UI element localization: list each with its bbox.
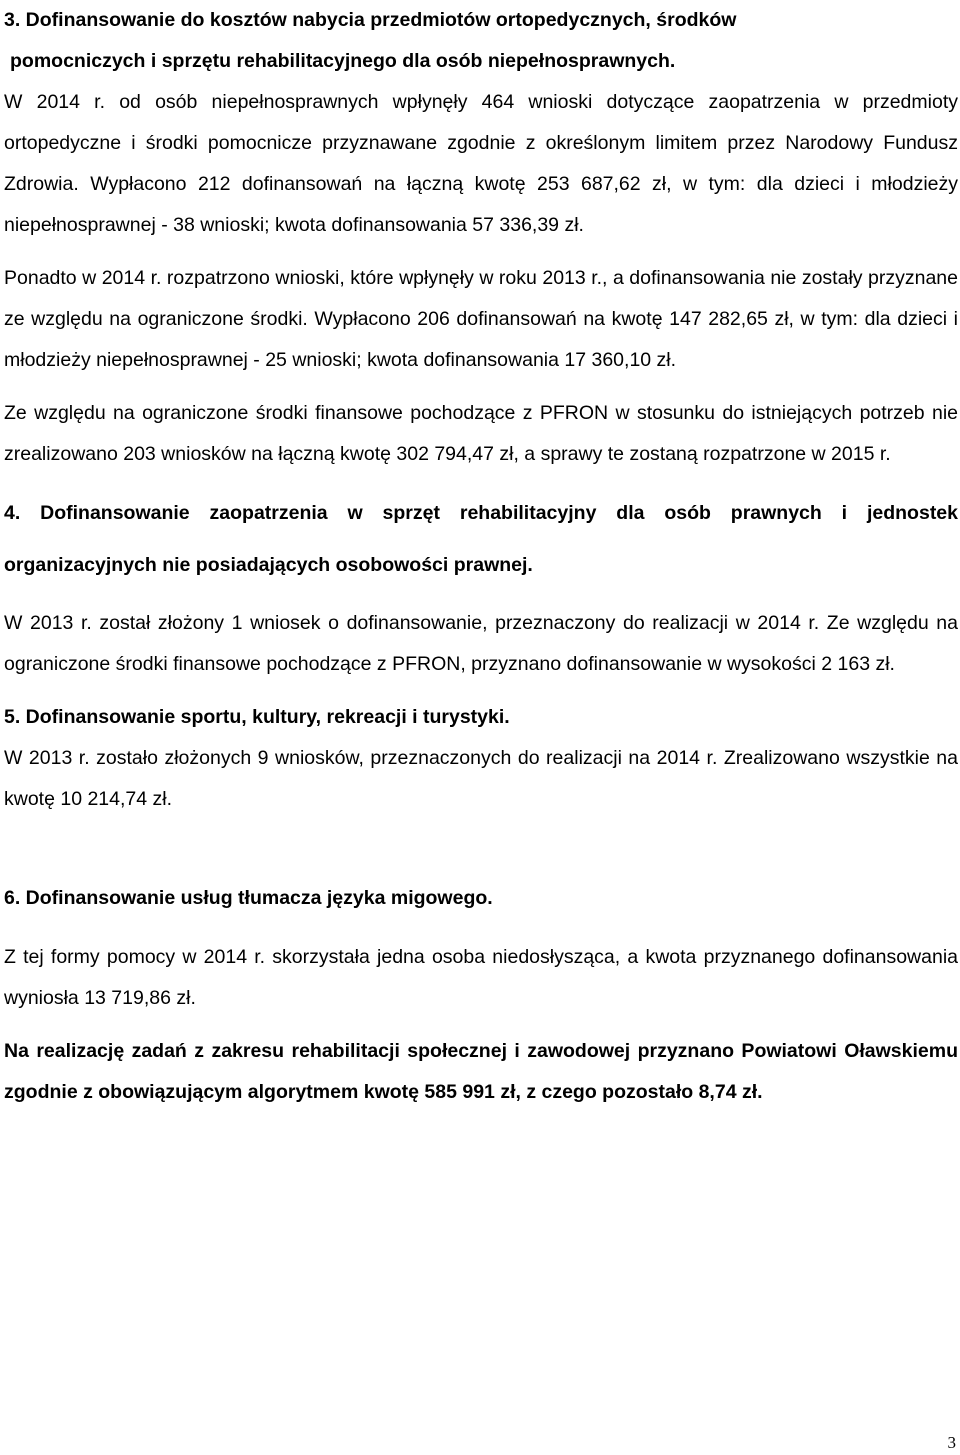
section-3-paragraph-3: Ze względu na ograniczone środki finansowe pochodzące z PFRON w stosunku do istniejących potrzeb nie zrealizowano 203 wniosków na łączną kwotę 302 794,47 zł, a sprawy te zostaną rozpatrzone w 2015 r. <box>4 402 958 465</box>
section-5-heading: 5. Dofinansowanie sportu, kultury, rekreacji i turystyki. <box>4 706 510 728</box>
page-number: 3 <box>947 1433 956 1452</box>
section-4-heading: 4. Dofinansowanie zaopatrzenia w sprzęt rehabilitacyjny dla osób prawnych i jednostek organizacyjnych nie posiadających osobowości prawnej. <box>4 502 958 576</box>
document-page <box>4 0 958 1113</box>
section-3-heading-line-1: 3. Dofinansowanie do kosztów nabycia przedmiotów ortopedycznych, środków <box>4 9 737 31</box>
section-6-heading: 6. Dofinansowanie usług tłumacza języka migowego. <box>4 887 493 909</box>
section-6-paragraph-1: Z tej formy pomocy w 2014 r. skorzystała jedna osoba niedosłysząca, a kwota przyznanego dofinansowania wyniosła 13 719,86 zł. <box>4 946 958 1009</box>
section-3-paragraph-2: Ponadto w 2014 r. rozpatrzono wnioski, które wpłynęły w roku 2013 r., a dofinansowania nie zostały przyznane ze względu na ograniczone środki. Wypłacono 206 dofinansowań na kwotę 147 282,65 zł, w tym: dla dzieci i młodzieży niepełnosprawnej - 25 wnioski; kwota dofinansowania 17 360,10 zł. <box>4 267 958 371</box>
section-4-paragraph-1: W 2013 r. został złożony 1 wniosek o dofinansowanie, przeznaczony do realizacji w 2014 r. Ze względu na ograniczone środki finansowe pochodzące z PFRON, przyznano dofinansowanie w wysokości 2 163 zł. <box>4 612 958 675</box>
section-5-paragraph-1: W 2013 r. zostało złożonych 9 wniosków, przeznaczonych do realizacji na 2014 r. Zrealizowano wszystkie na kwotę 10 214,74 zł. <box>4 747 958 810</box>
section-3-paragraph-1: W 2014 r. od osób niepełnosprawnych wpłynęły 464 wnioski dotyczące zaopatrzenia w przedmioty ortopedyczne i środki pomocnicze przyznawane zgodnie z określonym limitem przez Narodowy Fundusz Zdrowia. Wypłacono 212 dofinansowań na łączną kwotę 253 687,62 zł, w tym: dla dzieci i młodzieży niepełnosprawnej - 38 wnioski; kwota dofinansowania 57 336,39 zł. <box>4 91 958 236</box>
section-3-heading-line-2: pomocniczych i sprzętu rehabilitacyjnego dla osób niepełnosprawnych. <box>10 50 676 72</box>
summary-paragraph: Na realizację zadań z zakresu rehabilitacji społecznej i zawodowej przyznano Powiatowi Oławskiemu zgodnie z obowiązującym algorytmem kwotę 585 991 zł, z czego pozostało 8,74 zł. <box>4 1040 958 1103</box>
